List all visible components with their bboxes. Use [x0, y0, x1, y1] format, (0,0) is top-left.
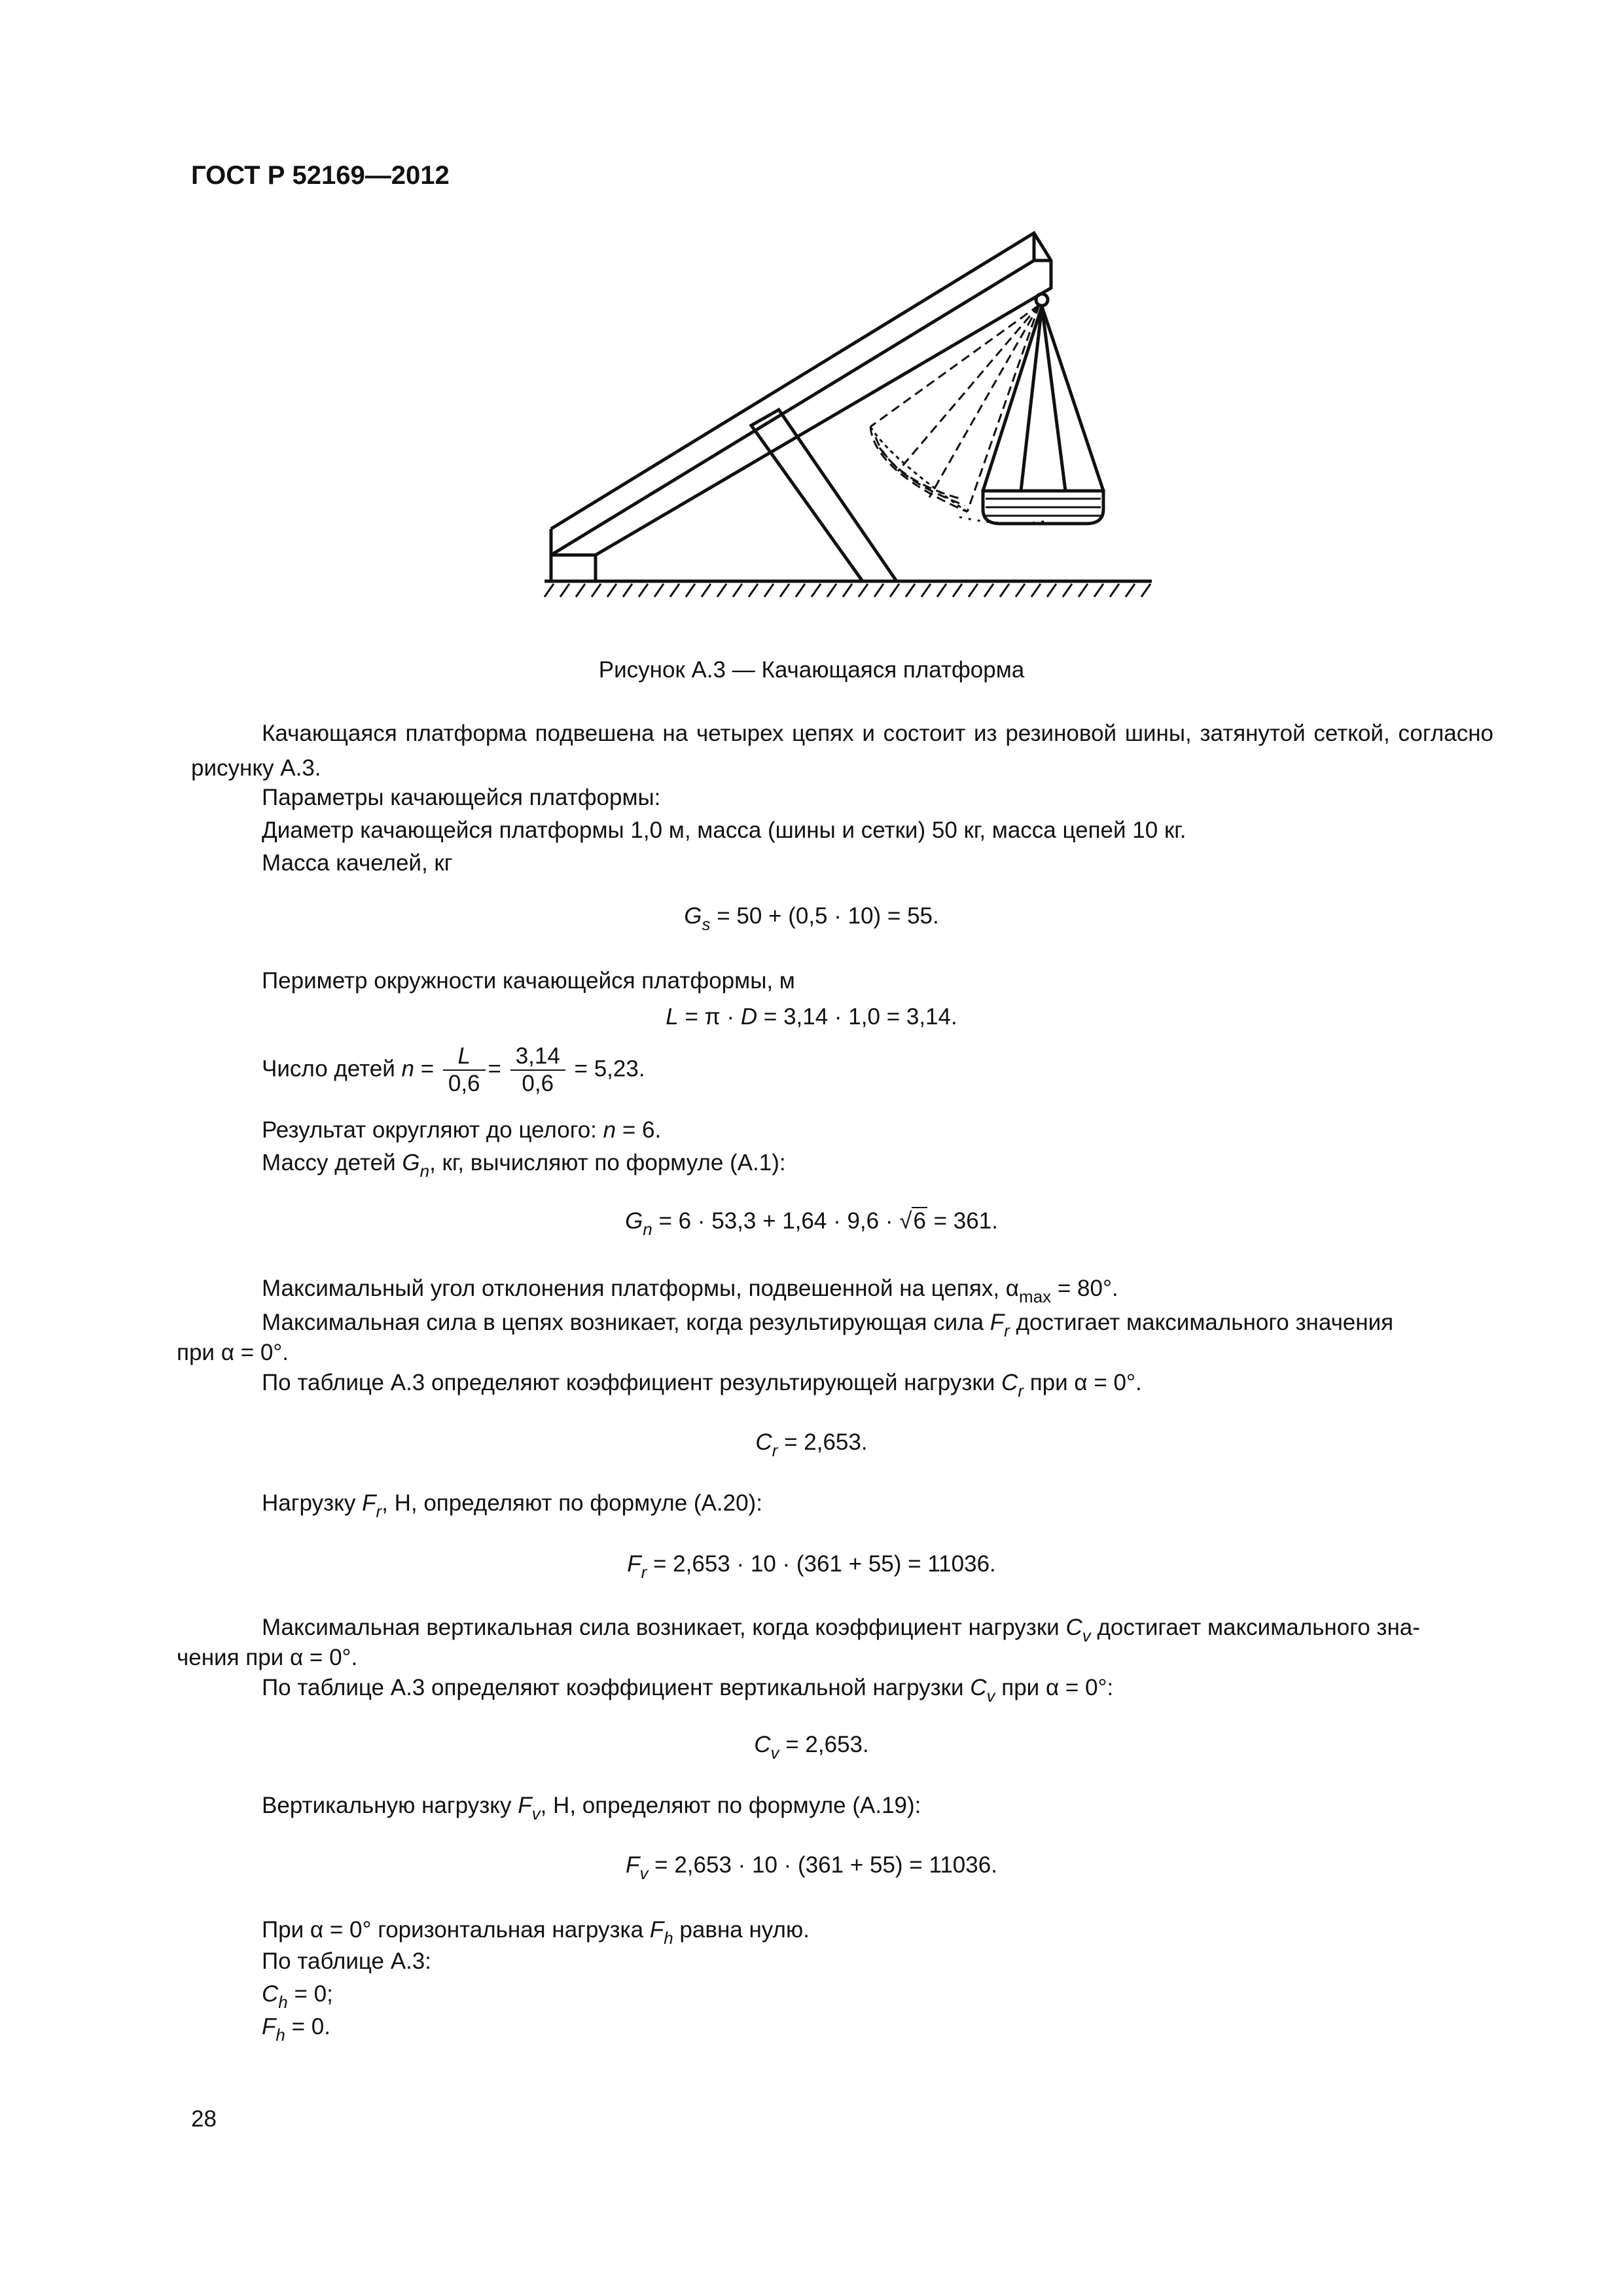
- formula-fh: $F_h = 0$.: [262, 2014, 330, 2045]
- formula-gn: $G_n = 6 \cdot 53,3 + 1,64 \cdot 9,6 \cdot √6 = 361$.: [625, 1208, 998, 1239]
- max-force-line: Максимальная сила в цепях возникает, когда результирующая сила $F_r$ достигает максимального значения: [262, 1310, 1394, 1340]
- intro-paragraph-3: Диаметр качающейся платформы 1,0 м, масса (шины и сетки) 50 кг, масса цепей 10 кг.: [262, 817, 1186, 843]
- fv-load-line: Вертикальную нагрузку $F_v$, Н, определяют по формуле (А.19):: [262, 1793, 921, 1823]
- swing-platform-figure: [537, 223, 1165, 628]
- max-vertical-line-2: чения при α = 0°.: [177, 1645, 358, 1670]
- fr-load-line: Нагрузку $F_r$, Н, определяют по формуле (А.20):: [262, 1490, 762, 1521]
- max-force-line-2: при α = 0°.: [177, 1340, 289, 1365]
- horizontal-load-line: При α = 0° горизонтальная нагрузка $F_h$ равна нулю.: [262, 1917, 810, 1948]
- formula-children-count: Число детей n = $\frac{L}{0,6}$ = $\frac{3,14}{0,6}$ = 5,23.: [262, 1043, 645, 1096]
- formula-gs: $G_s = 50 + (0,5 \cdot 10) = 55$.: [684, 903, 939, 934]
- formula-perimeter: L = π · D = 3,14 · 1,0 = 3,14.: [666, 1004, 957, 1030]
- max-vertical-line: Максимальная вертикальная сила возникает, когда коэффициент нагрузки $C_v$ достигает максимального зна-: [262, 1615, 1420, 1645]
- page-number: 28: [191, 2106, 217, 2132]
- mass-children-line: Массу детей $G_n$, кг, вычисляют по формуле (А.1):: [262, 1150, 786, 1181]
- perimeter-label: Периметр окружности качающейся платформы, м: [262, 968, 795, 994]
- formula-cr: $C_r = 2,653$.: [755, 1429, 868, 1460]
- document-header: ГОСТ Р 52169—2012: [191, 161, 450, 190]
- intro-paragraph-1: Качающаяся платформа подвешена на четырех цепях и состоит из резиновой шины, затянутой сеткой, согласно рисунку А.3.: [191, 721, 1493, 781]
- table-cv-line: По таблице А.3 определяют коэффициент вертикальной нагрузки $C_v$ при α = 0°:: [262, 1675, 1114, 1706]
- max-angle-line: Максимальный угол отклонения платформы, подвешенной на цепях, $\alpha_{max} = 80^\circ$.: [262, 1276, 1118, 1306]
- table-cr-line: По таблице А.3 определяют коэффициент результирующей нагрузки $C_r$ при α = 0°.: [262, 1370, 1142, 1401]
- formula-ch: $C_h = 0$;: [262, 1981, 333, 2012]
- table-h-line: По таблице А.3:: [262, 1948, 431, 1974]
- formula-cv: $C_v = 2,653$.: [754, 1732, 869, 1763]
- intro-paragraph-2: Параметры качающейся платформы:: [262, 785, 661, 810]
- intro-paragraph-4: Масса качелей, кг: [262, 850, 453, 876]
- rounding-line: Результат округляют до целого: n = 6.: [262, 1117, 662, 1143]
- formula-fv: $F_v = 2,653 \cdot 10 \cdot (361 + 55) = 11036$.: [626, 1852, 997, 1883]
- figure-caption: Рисунок А.3 — Качающаяся платформа: [598, 657, 1025, 683]
- formula-fr: $F_r = 2,653 \cdot 10 \cdot (361 + 55) = 11036$.: [627, 1551, 996, 1582]
